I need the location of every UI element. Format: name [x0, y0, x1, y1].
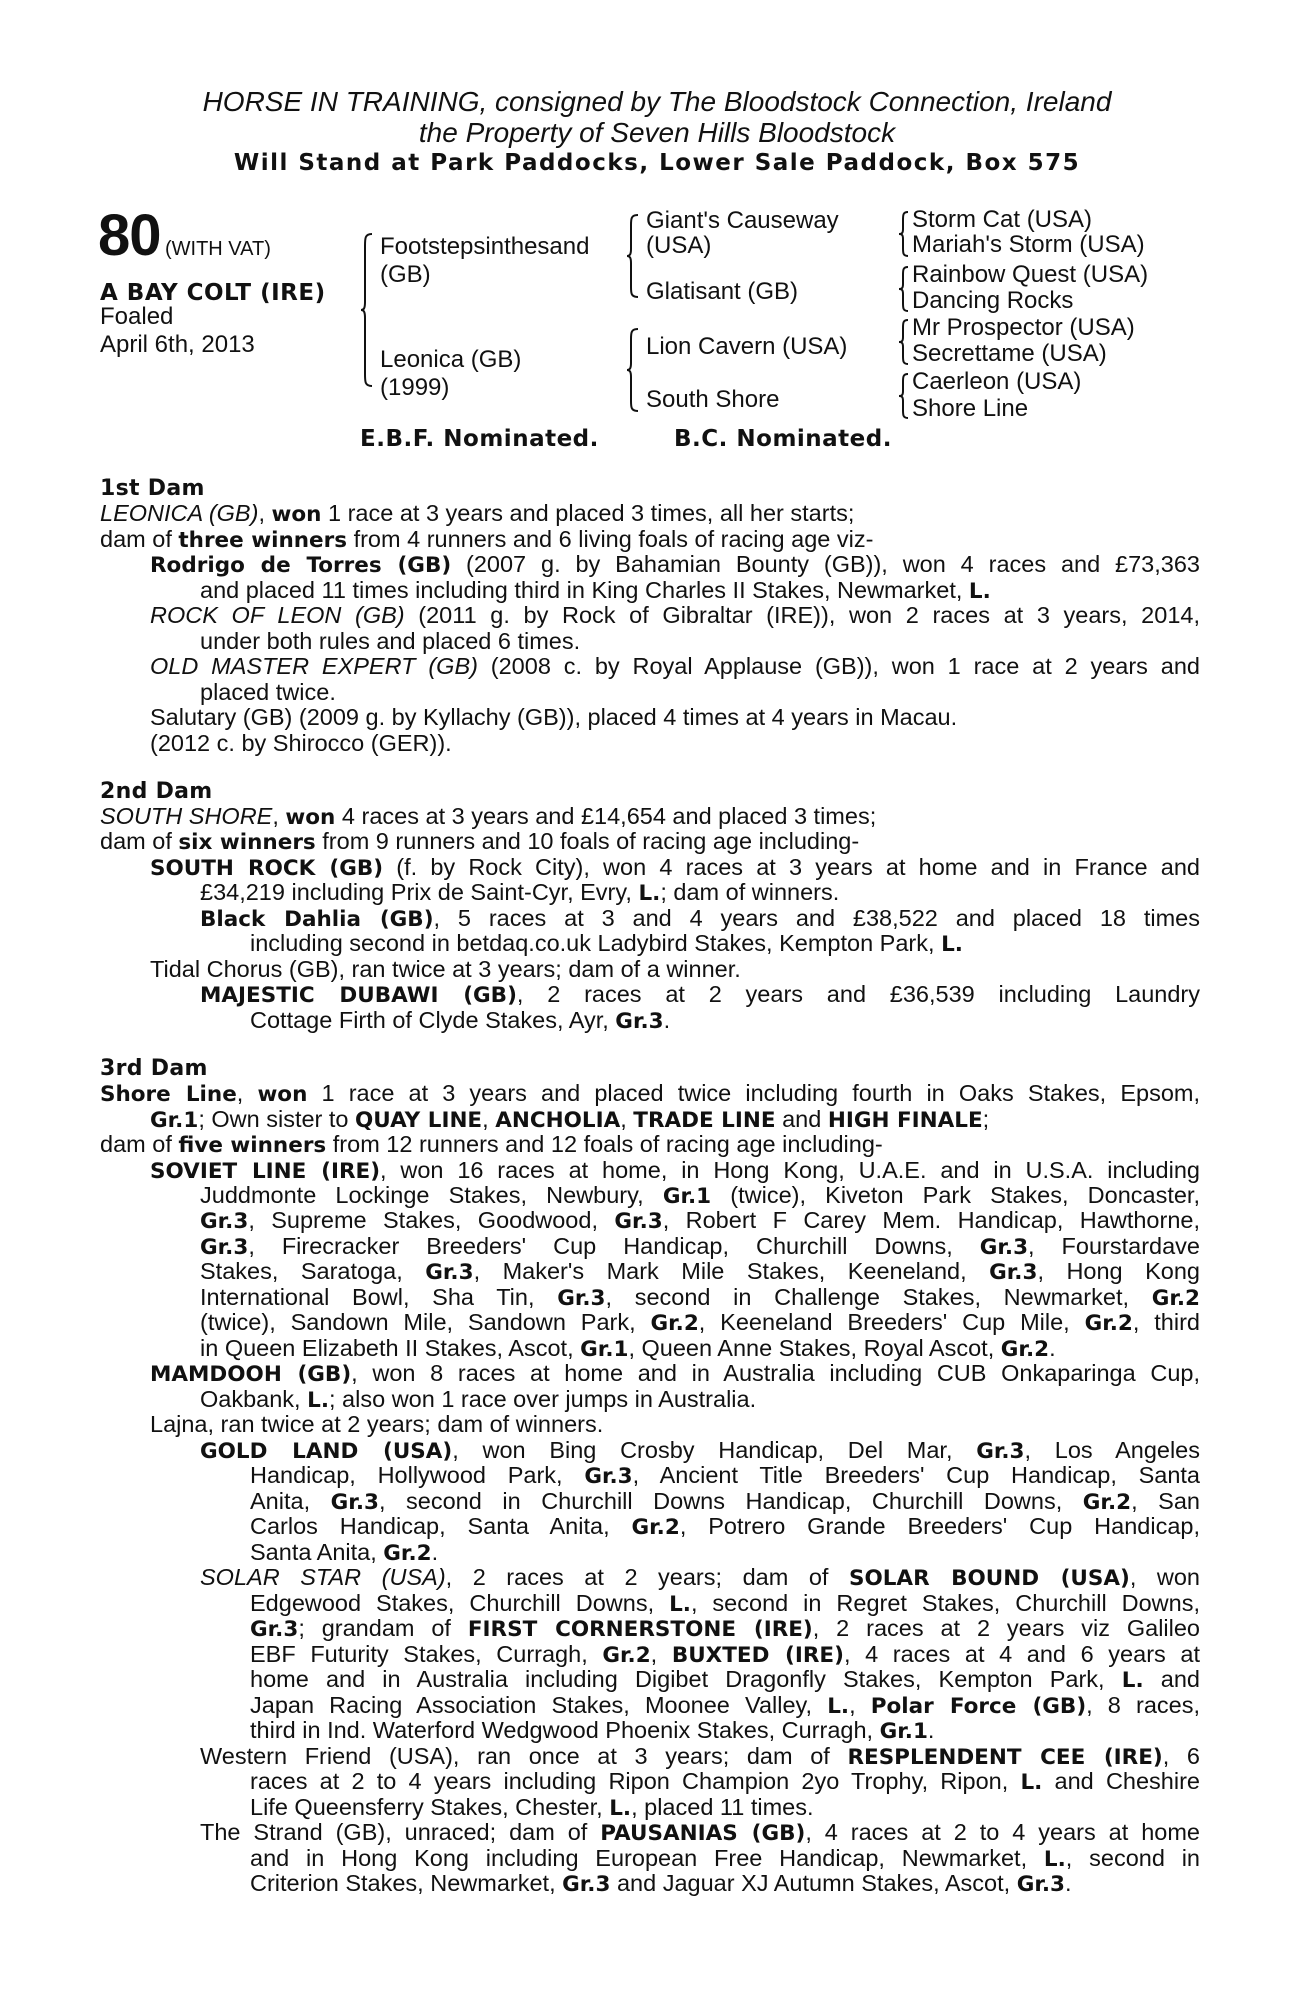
first-dam-line: Salutary (GB) (2009 g. by Kyllachy (GB)), placed 4 times at 4 years in Macau. — [150, 704, 958, 730]
lot-number: 80 — [98, 203, 161, 268]
consignor-line: HORSE IN TRAINING, consigned by The Bloodstock Connection, Ireland — [202, 86, 1112, 117]
third-dam-line: Shore Line, won 1 race at 3 years and placed twice including fourth in Oaks Stakes, Epsom, — [100, 1080, 1200, 1107]
third-dam-line: Lajna, ran twice at 2 years; dam of winners. — [150, 1411, 604, 1437]
pedigree-brace-g56 — [898, 318, 910, 366]
third-dam-line: EBF Futurity Stakes, Curragh, Gr.2, BUXTED (IRE), 4 races at 4 and 6 years at — [250, 1641, 1200, 1668]
ancestor-5: Mr Prospector (USA) — [912, 314, 1135, 341]
third-dam-line: home and in Australia including Digibet Dragonfly Stakes, Kempton Park, L. and — [250, 1666, 1200, 1693]
first-dam-line: OLD MASTER EXPERT (GB) (2008 c. by Royal Applause (GB)), won 1 race at 2 years and — [150, 653, 1200, 679]
third-dam-line: Gr.3, Firecracker Breeders' Cup Handicap, Churchill Downs, Gr.3, Fourstardave — [200, 1233, 1201, 1260]
third-dam-line: dam of five winners from 12 runners and 12 foals of racing age including- — [100, 1131, 883, 1158]
third-dam-line: The Strand (GB), unraced; dam of PAUSANIAS (GB), 4 races at 2 to 4 years at home — [200, 1819, 1200, 1846]
first-dam-line: (2012 c. by Shirocco (GER)). — [150, 730, 452, 756]
sire-sire-name: Giant's Causeway — [646, 207, 839, 234]
dam-name: Leonica (GB) — [380, 346, 522, 373]
third-dam-line: Handicap, Hollywood Park, Gr.3, Ancient Title Breeders' Cup Handicap, Santa — [250, 1462, 1201, 1489]
second-dam-heading: 2nd Dam — [100, 779, 213, 804]
property-line: the Property of Seven Hills Bloodstock — [418, 117, 896, 148]
third-dam-line: GOLD LAND (USA), won Bing Crosby Handicap, Del Mar, Gr.3, Los Angeles — [200, 1437, 1201, 1464]
third-dam-line: SOVIET LINE (IRE), won 16 races at home, in Hong Kong, U.A.E. and in U.S.A. including — [150, 1157, 1200, 1184]
second-dam-line: Black Dahlia (GB), 5 races at 3 and 4 years and £38,522 and placed 18 times — [200, 905, 1200, 932]
sire-country: (GB) — [380, 261, 431, 288]
pedigree-brace-main — [360, 232, 374, 388]
ancestor-2: Mariah's Storm (USA) — [912, 231, 1145, 258]
lot-number-block — [98, 203, 271, 268]
bc-nomination: B.C. Nominated. — [674, 426, 892, 452]
second-dam-line: MAJESTIC DUBAWI (GB), 2 races at 2 years and £36,539 including Laundry — [200, 981, 1200, 1008]
third-dam-line: Carlos Handicap, Santa Anita, Gr.2, Potrero Grande Breeders' Cup Handicap, — [250, 1513, 1200, 1540]
first-dam-line: Rodrigo de Torres (GB) (2007 g. by Bahamian Bounty (GB)), won 4 races and £73,363 — [150, 551, 1200, 578]
dam-dam-name: South Shore — [646, 386, 780, 413]
third-dam-line: Criterion Stakes, Newmarket, Gr.3 and Jaguar XJ Autumn Stakes, Ascot, Gr.3. — [250, 1870, 1072, 1897]
ebf-nomination: E.B.F. Nominated. — [360, 426, 599, 452]
pedigree-brace-g34 — [898, 265, 910, 313]
lot-title: A BAY COLT (IRE) — [100, 280, 326, 306]
ancestor-8: Shore Line — [912, 395, 1029, 422]
third-dam-line: SOLAR STAR (USA), 2 races at 2 years; dam of SOLAR BOUND (USA), won — [200, 1564, 1200, 1591]
third-dam-line: Western Friend (USA), ran once at 3 years; dam of RESPLENDENT CEE (IRE), 6 — [200, 1743, 1200, 1770]
foaled-label: Foaled — [100, 303, 174, 330]
sire-sire-country: (USA) — [646, 232, 712, 259]
third-dam-line: Santa Anita, Gr.2. — [250, 1539, 439, 1566]
second-dam-line: Cottage Firth of Clyde Stakes, Ayr, Gr.3. — [250, 1007, 671, 1034]
third-dam-line: Stakes, Saratoga, Gr.3, Maker's Mark Mile Stakes, Keeneland, Gr.3, Hong Kong — [200, 1258, 1200, 1285]
third-dam-heading: 3rd Dam — [100, 1056, 208, 1081]
third-dam-line: MAMDOOH (GB), won 8 races at home and in Australia including CUB Onkaparinga Cup, — [150, 1360, 1200, 1387]
third-dam-line: Gr.1; Own sister to QUAY LINE, ANCHOLIA, TRADE LINE and HIGH FINALE; — [150, 1106, 990, 1133]
third-dam-line: International Bowl, Sha Tin, Gr.3, second in Challenge Stakes, Newmarket, Gr.2 — [200, 1284, 1200, 1311]
first-dam-line: LEONICA (GB), won 1 race at 3 years and placed 3 times, all her starts; — [100, 500, 855, 527]
second-dam-line: SOUTH ROCK (GB) (f. by Rock City), won 4 races at 3 years at home and in France and — [150, 854, 1200, 881]
third-dam-line: third in Ind. Waterford Wedgwood Phoenix Stakes, Curragh, Gr.1. — [250, 1717, 935, 1744]
second-dam-line: including second in betdaq.co.uk Ladybird Stakes, Kempton Park, L. — [250, 930, 963, 957]
sire-dam-name: Glatisant (GB) — [646, 278, 799, 305]
first-dam-line: placed twice. — [200, 679, 336, 705]
third-dam-line: in Queen Elizabeth II Stakes, Ascot, Gr.1, Queen Anne Stakes, Royal Ascot, Gr.2. — [200, 1335, 1056, 1362]
second-dam-line: £34,219 including Prix de Saint-Cyr, Evry, L.; dam of winners. — [200, 879, 840, 906]
third-dam-line: (twice), Sandown Mile, Sandown Park, Gr.2, Keeneland Breeders' Cup Mile, Gr.2, third — [200, 1309, 1200, 1336]
ancestor-7: Caerleon (USA) — [912, 368, 1082, 395]
first-dam-line: ROCK OF LEON (GB) (2011 g. by Rock of Gibraltar (IRE)), won 2 races at 3 years, 2014, — [150, 602, 1200, 628]
pedigree-brace-g78 — [898, 372, 910, 420]
ancestor-3: Rainbow Quest (USA) — [912, 261, 1149, 288]
third-dam-line: races at 2 to 4 years including Ripon Champion 2yo Trophy, Ripon, L. and Cheshire — [250, 1768, 1200, 1795]
pedigree-brace-dam — [626, 327, 640, 413]
first-dam-line: dam of three winners from 4 runners and 6 living foals of racing age viz- — [100, 526, 874, 553]
location-line: Will Stand at Park Paddocks, Lower Sale Paddock, Box 575 — [233, 150, 1081, 176]
ancestor-4: Dancing Rocks — [912, 287, 1074, 314]
pedigree-brace-g12 — [898, 210, 910, 258]
vat-label: (WITH VAT) — [164, 238, 271, 260]
third-dam-line: Life Queensferry Stakes, Chester, L., placed 11 times. — [250, 1794, 814, 1821]
second-dam-line: dam of six winners from 9 runners and 10 foals of racing age including- — [100, 828, 860, 855]
third-dam-line: Japan Racing Association Stakes, Moonee Valley, L., Polar Force (GB), 8 races, — [250, 1692, 1200, 1719]
second-dam-line: Tidal Chorus (GB), ran twice at 3 years; dam of a winner. — [150, 956, 741, 982]
ancestor-1: Storm Cat (USA) — [912, 206, 1093, 233]
ancestor-6: Secrettame (USA) — [912, 340, 1107, 367]
third-dam-line: Juddmonte Lockinge Stakes, Newbury, Gr.1 (twice), Kiveton Park Stakes, Doncaster, — [200, 1182, 1200, 1209]
dam-year: (1999) — [380, 374, 450, 401]
dam-sire-name: Lion Cavern (USA) — [646, 333, 848, 360]
third-dam-line: Gr.3; grandam of FIRST CORNERSTONE (IRE), 2 races at 2 years viz Galileo — [250, 1615, 1200, 1642]
third-dam-line: Anita, Gr.3, second in Churchill Downs Handicap, Churchill Downs, Gr.2, San — [250, 1488, 1200, 1515]
foaled-date: April 6th, 2013 — [100, 331, 255, 358]
first-dam-heading: 1st Dam — [100, 476, 205, 501]
third-dam-line: and in Hong Kong including European Free Handicap, Newmarket, L., second in — [250, 1845, 1200, 1872]
third-dam-line: Edgewood Stakes, Churchill Downs, L., second in Regret Stakes, Churchill Downs, — [250, 1590, 1200, 1617]
sire-name: Footstepsinthesand — [380, 233, 590, 260]
third-dam-line: Oakbank, L.; also won 1 race over jumps in Australia. — [200, 1386, 757, 1413]
pedigree-brace-sire — [626, 213, 640, 299]
third-dam-line: Gr.3, Supreme Stakes, Goodwood, Gr.3, Robert F Carey Mem. Handicap, Hawthorne, — [200, 1207, 1200, 1234]
second-dam-line: SOUTH SHORE, won 4 races at 3 years and £14,654 and placed 3 times; — [100, 803, 877, 830]
first-dam-line: under both rules and placed 6 times. — [200, 628, 581, 654]
first-dam-line: and placed 11 times including third in King Charles II Stakes, Newmarket, L. — [200, 577, 991, 604]
